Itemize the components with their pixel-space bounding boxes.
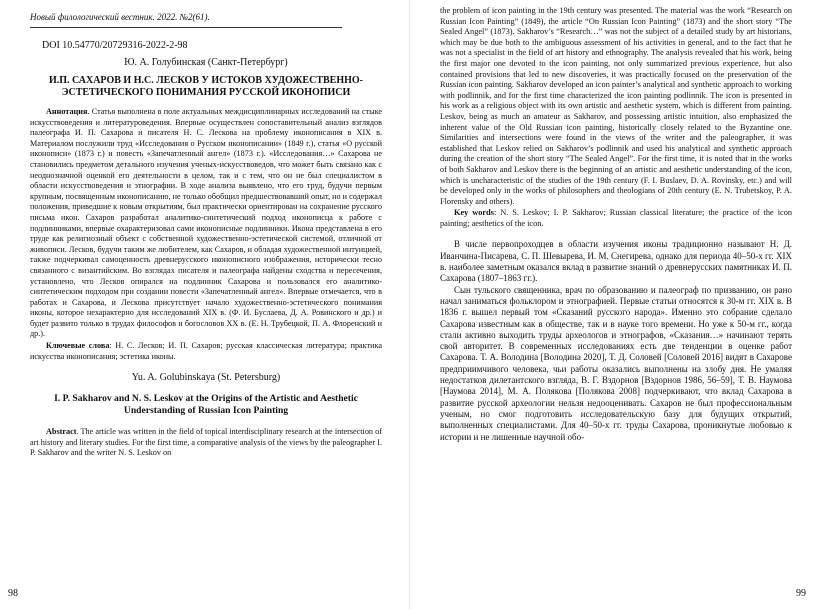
journal-header: Новый филологический вестник. 2022. №2(61). bbox=[30, 12, 210, 22]
header-rule bbox=[30, 27, 342, 28]
keywords-label-ru: Ключевые слова bbox=[46, 341, 110, 351]
title-ru: И.П. САХАРОВ И Н.С. ЛЕСКОВ У ИСТОКОВ ХУДОЖЕСТВЕННО-ЭСТЕТИЧЕСКОГО ПОНИМАНИЯ РУССКОЙ ИКОНОПИСИ bbox=[48, 75, 364, 98]
abstract-label-en: Abstract bbox=[46, 427, 77, 437]
right-page bbox=[410, 0, 820, 609]
author-en: Yu. A. Golubinskaya (St. Petersburg) bbox=[131, 372, 281, 384]
abstract-ru-text: . Статья выполнена в поле актуальных междисциплинарных исследований на стыке искусствоведения и литературоведения. Впервые осуществлен сопоставительный анализ взглядов палеографа И. П. Сахарова и писателя Н. С. Лескова на проблему иконописания в XIX в. Материалом послужили труд «Исследования о Русском иконописании» (1849 г.), статья «О русской иконописи» (1873 г.) и повесть «Запечатленный ангел» (1873 г.). «Исследования…» Сахарова не становились предметом детального изучения ученых-искусствоведов, что может быть связано как с неоднозначной оценкой его деятельности в целом, так и с тем, что он не был специалистом в области искусствоведения и этнографии. В ходе анализа выявлено, что его труд, будучи первым крупным, посвященным иконописанию, не только обобщил предшествовавший опыт, но и содержал положения, приведшие к новым открытиям, был практически ориентирован на сохранение русского письма икон. Сахаров разработал аналитико-синтетический подход иконописца к работе с подлинниками, впервые охарактеризовал сами иконописные подлинники. Икона представлена в его труде как религиозный объект с собственной художественно-эстетической системой, отличной от живописи. Лесков, будучи таким же любителем, как Сахаров, и обладая художественной интуицией, также подчеркивал самоценность древнерусского иконописного изображения, исторически тесно связанного с византийским. Во взглядах писателя и палеографа найдены сходства и пересечения, установлено, что Лесков опирался на подлинник Сахарова и пользовался его аналитико-синтетическим подходом при создании повести «Запечатленный ангел». Впервые отмечается, что в работах и Сахарова, и Лескова присутствует начало художественно-эстетического понимания иконы, которое нехарактерно для исследований XIX в. (Ф. И. Буслаева, Д. А. Ровинского и др.) и будет развито только в трудах философов и богословов XX в. (Е. Н. Трубецкой, П. А. Флоренский и др.). bbox=[30, 107, 382, 339]
abstract-label-ru: Аннотация bbox=[46, 107, 88, 116]
keywords-en bbox=[440, 208, 792, 229]
page-number-left: 98 bbox=[8, 588, 18, 599]
body-paragraph-1: В числе первопроходцев в области изучения иконы традиционно называют Н. Д. Иванчина-Писарева, С. П. Шевырева, И. М. Снегирева, однако для периода 40–50-х гг. XIX в. наиболее заметным оказался вклад в развитие знаний о древнерусских памятниках И. П. Сахарова (1807–1863 гг.). bbox=[440, 239, 792, 284]
keywords-en-text: : N. S. Leskov; I. P. Sakharov; Russian classical literature; the practice of the icon painting; aesthetics of the icon. bbox=[440, 208, 792, 228]
abstract-en bbox=[30, 427, 382, 459]
abstract-ru bbox=[30, 107, 382, 340]
title-en: I. P. Sakharov and N. S. Leskov at the Origins of the Artistic and Aesthetic Understanding of Russian Icon Painting bbox=[54, 393, 358, 417]
author-ru: Ю. А. Голубинская (Санкт-Петербург) bbox=[124, 57, 288, 68]
body-paragraph-2: Сын тульского священника, врач по образованию и палеограф по призванию, он рано начал заниматься фольклором и этнографией. Первые статьи относятся к 30-м гг. XIX в. В 1836 г. вышел первый том «Сказаний русского народа». Именно это собрание сделало Сахарова известным как в обществе, так и в науке того времени. Но уже к 50-м гг., когда стали активно выходить труды археологов и этнографов, «Сказания…» начинают терять свой авторитет. В современных исследованиях есть две тенденции в оценке работ Сахарова. Т. А. Володина [Володина 2020], Т. Д. Соловей [Соловей 2016] видят в Сахарове предприимчивого человека, чьи работы оказались выполнены на злобу дня. Не умаляя недостатков дилетантского взгляда, В. Г. Вздорнов [Вздорнов 1986, 56–59], Т. В. Наумова [Наумова 2014], М. А. Полякова [Полякова 2008] подчеркивают, что вклад Сахарова в развитие русской археологии нельзя недооценивать. Сахаров не был профессиональным ученым, но смог подготовить исследовательскую базу для будущих открытий, выполненных специалистами. Для 40–50-х гг. труды Сахарова, проникнутые любовью к истории и не лишенные научной обо- bbox=[440, 284, 792, 442]
keywords-label-en: Key words bbox=[454, 208, 494, 218]
abstract-en-continued: the problem of icon painting in the 19th century was presented. The material was the work “Research on Russian Icon Painting” (1849), the article “On Russian Icon Painting” (1873) and the short story “The Sealed Angel” (1873). Sakharov’s “Research…” was not the subject of a detailed study by art historians, which may be due both to the ambiguous assessment of his activities in general, and to the fact that he was not a specialist in the field of art history and ethnography. The analysis revealed that his work, being the first major one devoted to the icon painting, not only summarized previous experience, but also contained provisions that led to new discoveries, it was practically focused on the preservation of the Russian icon painting. Sakharov developed an icon painter’s analytical and synthetic approach to working with podlinnik, and for the first time characterized the icon painting podlinnik. The icon is presented in his work as a religious object with its own artistic and aesthetic system, which is different from painting. Leskov, being as much an amateur as Sakharov, and possessing artistic intuition, also emphasized the inherent value of the Old Russian icon painting, historically closely related to the Byzantine one. Similarities and intersections were found in the views of the writer and the paleographer, it was established that Leskov relied on Sakharov’s podlinnik and used his analytical and synthetic approach during the creation of the short story “The Sealed Angel”. For the first time, it is noted that in the works of both Sakharov and Leskov there is the beginning of an artistic and aesthetic understanding of the icon, which is uncharacteristic of the studies of the 19th century (F. I. Buslaev, D. A. Rovinsky, etc.) and will be developed only in the works of philosophers and theologians of 20th century (E. N. Trubetskoy, P. A. Florensky and others). bbox=[440, 6, 792, 206]
keywords-ru bbox=[30, 341, 382, 362]
abstract-en-text: . The article was written in the field of topical interdisciplinary research at the intersection of art history and literary studies. For the first time, a comparative analysis of the views by the paleographer I. P. Sakharov and the writer N. S. Leskov on bbox=[30, 427, 382, 458]
page-number-right: 99 bbox=[796, 588, 806, 599]
keywords-ru-text: : Н. С. Лесков; И. П. Сахаров; русская классическая литература; практика искусства иконописания; эстетика иконы. bbox=[30, 341, 382, 361]
doi[interactable]: DOI 10.54770/20729316-2022-2-98 bbox=[42, 40, 188, 51]
